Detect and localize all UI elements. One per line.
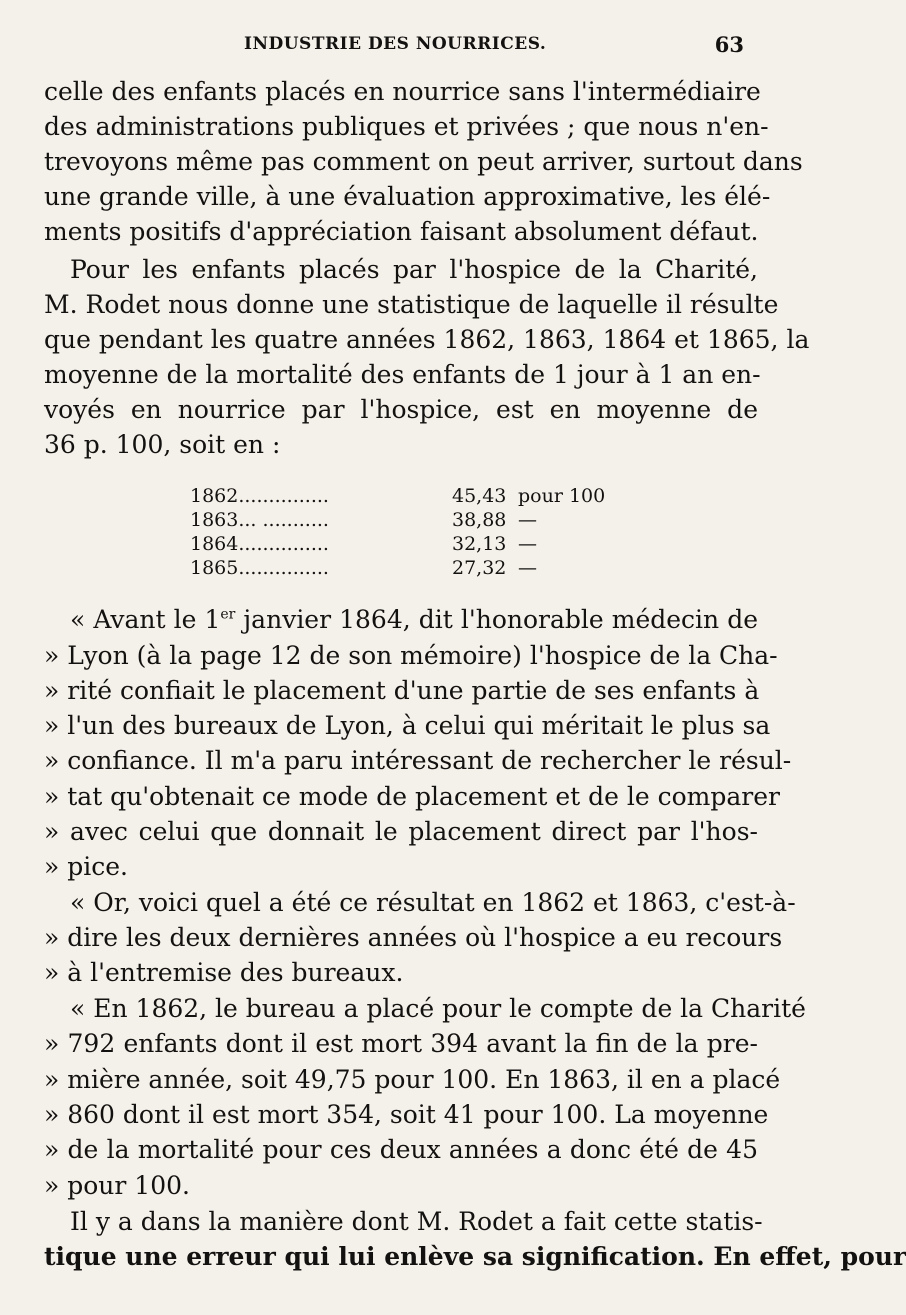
text-line: voyés en nourrice par l'hospice, est en moyenne de — [44, 395, 758, 424]
table-value: 38,88 — [452, 509, 507, 531]
table-value: 45,43 — [452, 485, 507, 507]
text-line: » confiance. Il m'a paru intéressant de rechercher le résul- — [44, 746, 792, 775]
table-value: 32,13 — [452, 533, 507, 555]
text-line: Il y a dans la manière dont M. Rodet a fait cette statis- — [70, 1207, 763, 1236]
text-line: Pour les enfants placés par l'hospice de la Charité, — [70, 255, 758, 284]
text-line: » pour 100. — [44, 1171, 190, 1200]
text-line: » pice. — [44, 852, 128, 881]
table-year: 1865............... — [190, 557, 329, 579]
text-line: » 792 enfants dont il est mort 394 avant la fin de la pre- — [44, 1029, 758, 1058]
page-header — [44, 34, 744, 64]
superscript: er — [220, 606, 236, 623]
text-line: celle des enfants placés en nourrice sans l'intermédiaire — [44, 77, 761, 106]
table-year: 1863... ........... — [190, 509, 329, 531]
text-line: » tat qu'obtenait ce mode de placement et de le comparer — [44, 782, 780, 811]
text-line: « En 1862, le bureau a placé pour le compte de la Charité — [70, 994, 806, 1023]
text-line — [44, 603, 758, 637]
running-title: INDUSTRIE DES NOURRICES. — [244, 34, 547, 54]
table-row — [190, 556, 610, 580]
text-line: des administrations publiques et privées ; que nous n'en- — [44, 112, 769, 141]
text-line: trevoyons même pas comment on peut arriver, surtout dans — [44, 147, 803, 176]
text-line: M. Rodet nous donne une statistique de laquelle il résulte — [44, 290, 779, 319]
text-line: ments positifs d'appréciation faisant absolument défaut. — [44, 217, 759, 246]
table-value: 27,32 — [452, 557, 507, 579]
text-line: une grande ville, à une évaluation approximative, les élé- — [44, 182, 771, 211]
text-line: » mière année, soit 49,75 pour 100. En 1863, il en a placé — [44, 1065, 781, 1094]
text-line: » l'un des bureaux de Lyon, à celui qui méritait le plus sa — [44, 711, 771, 740]
page-number: 63 — [714, 32, 744, 57]
table-year: 1864............... — [190, 533, 329, 555]
text-line: » Lyon (à la page 12 de son mémoire) l'hospice de la Cha- — [44, 641, 778, 670]
mortality-table — [190, 484, 610, 580]
text-line: » dire les deux dernières années où l'hospice a eu recours — [44, 923, 783, 952]
text-fragment: janvier 1864, dit l'honorable médecin de — [235, 605, 758, 634]
table-unit: pour 100 — [518, 485, 606, 507]
text-line: » avec celui que donnait le placement direct par l'hos- — [44, 817, 758, 846]
table-row — [190, 508, 610, 532]
table-year: 1862............... — [190, 485, 329, 507]
text-line: » de la mortalité pour ces deux années a donc été de 45 — [44, 1135, 758, 1164]
table-row — [190, 532, 610, 556]
text-line: tique une erreur qui lui enlève sa signification. En effet, pour — [44, 1242, 906, 1271]
text-line: » rité confiait le placement d'une partie de ses enfants à — [44, 676, 760, 705]
text-line: » 860 dont il est mort 354, soit 41 pour 100. La moyenne — [44, 1100, 769, 1129]
text-line: » à l'entremise des bureaux. — [44, 958, 404, 987]
text-line: que pendant les quatre années 1862, 1863, 1864 et 1865, la — [44, 325, 810, 354]
text-fragment: « Avant le 1 — [70, 605, 221, 634]
table-unit: — — [518, 509, 537, 531]
table-unit: — — [518, 557, 537, 579]
table-row — [190, 484, 610, 508]
text-line: 36 p. 100, soit en : — [44, 430, 281, 459]
table-unit: — — [518, 533, 537, 555]
text-line: moyenne de la mortalité des enfants de 1 jour à 1 an en- — [44, 360, 761, 389]
text-line: « Or, voici quel a été ce résultat en 1862 et 1863, c'est-à- — [70, 888, 796, 917]
